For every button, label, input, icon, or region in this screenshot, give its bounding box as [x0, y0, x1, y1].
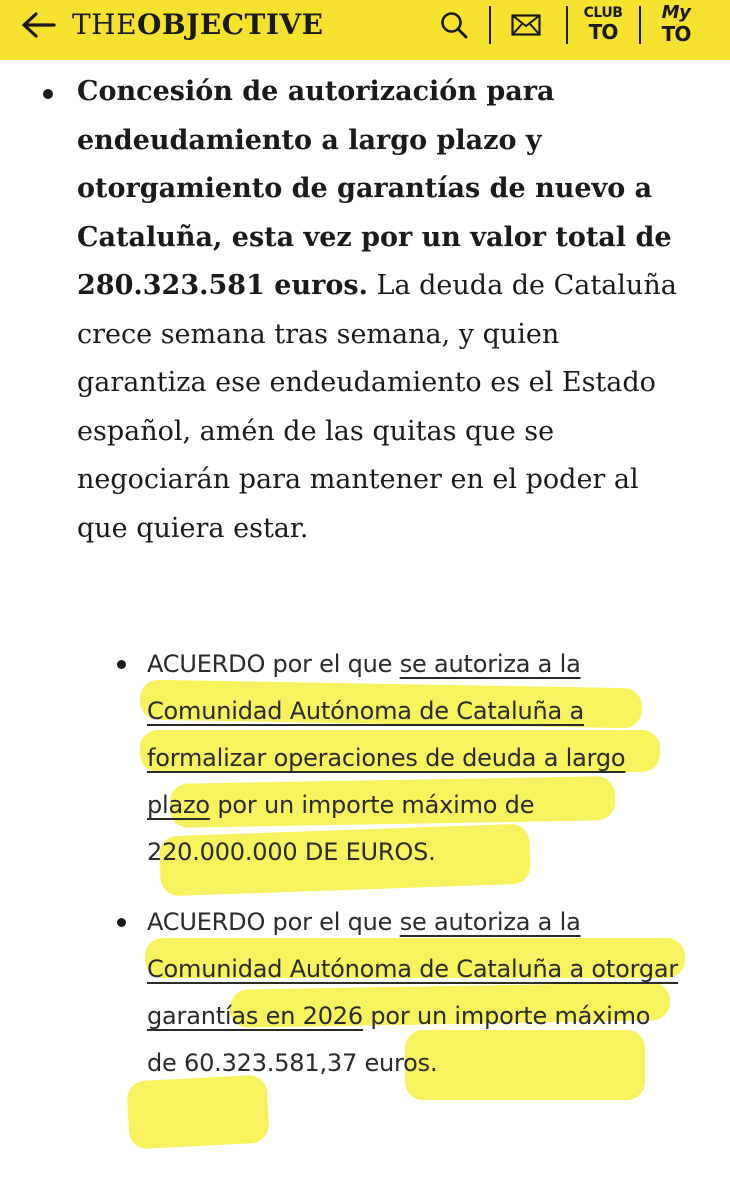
search-button[interactable] [434, 8, 474, 42]
my-to-button[interactable] [652, 4, 700, 48]
main-bullet-paragraph [77, 68, 677, 553]
my-label: My [661, 2, 691, 23]
sub-bullet-prefix: ACUERDO por el que [147, 908, 400, 936]
bullet-marker [43, 89, 53, 99]
sub-bullet-marker [117, 918, 126, 927]
sub-bullet-prefix: ACUERDO por el que [147, 650, 400, 678]
main-bullet-bold: Concesión de autorización para endeudamiento a largo plazo y otorgamiento de garantías de nuevo a Cataluña, esta vez por un valor total de 280.323.581 euros. [77, 76, 672, 301]
sub-bullet-link[interactable]: se autoriza a la Comunidad Autónoma de Cataluña a otorgar garantías en 2026 [147, 908, 679, 1030]
mail-icon [511, 14, 541, 36]
club-to-label: TO [588, 20, 618, 44]
main-bullet-regular: La deuda de Cataluña crece semana tras semana, y quien garantiza ese endeudamiento es el Estado español, amén de las quitas que se negociarán para mantener en el poder al que quiera estar. [77, 270, 677, 544]
sub-bullet-suffix: por un importe máximo de 60.323.581,37 euros. [147, 1002, 651, 1077]
my-to-label: TO [661, 22, 691, 46]
club-to-button[interactable] [579, 4, 627, 48]
sub-bullet-suffix: por un importe máximo de 220.000.000 DE EUROS. [147, 791, 535, 866]
back-button[interactable] [18, 8, 58, 42]
header-divider [489, 6, 491, 44]
search-icon [439, 10, 469, 40]
club-label: CLUB [583, 5, 623, 21]
header-divider [639, 6, 641, 44]
sub-bullet-2 [147, 899, 687, 1087]
sub-bullet-1 [147, 641, 687, 876]
logo-bold-text: OBJECTIVE [137, 8, 324, 41]
sub-bullet-link[interactable]: se autoriza a la Comunidad Autónoma de Cataluña a formalizar operaciones de deuda a largo plazo [147, 650, 626, 819]
top-nav-bar [0, 0, 730, 60]
sub-bullet-marker [117, 660, 126, 669]
logo-light-text: THE [72, 8, 138, 41]
newsletter-button[interactable] [506, 8, 546, 42]
back-arrow-icon [20, 11, 56, 39]
site-logo[interactable] [72, 9, 323, 41]
header-divider [566, 6, 568, 44]
